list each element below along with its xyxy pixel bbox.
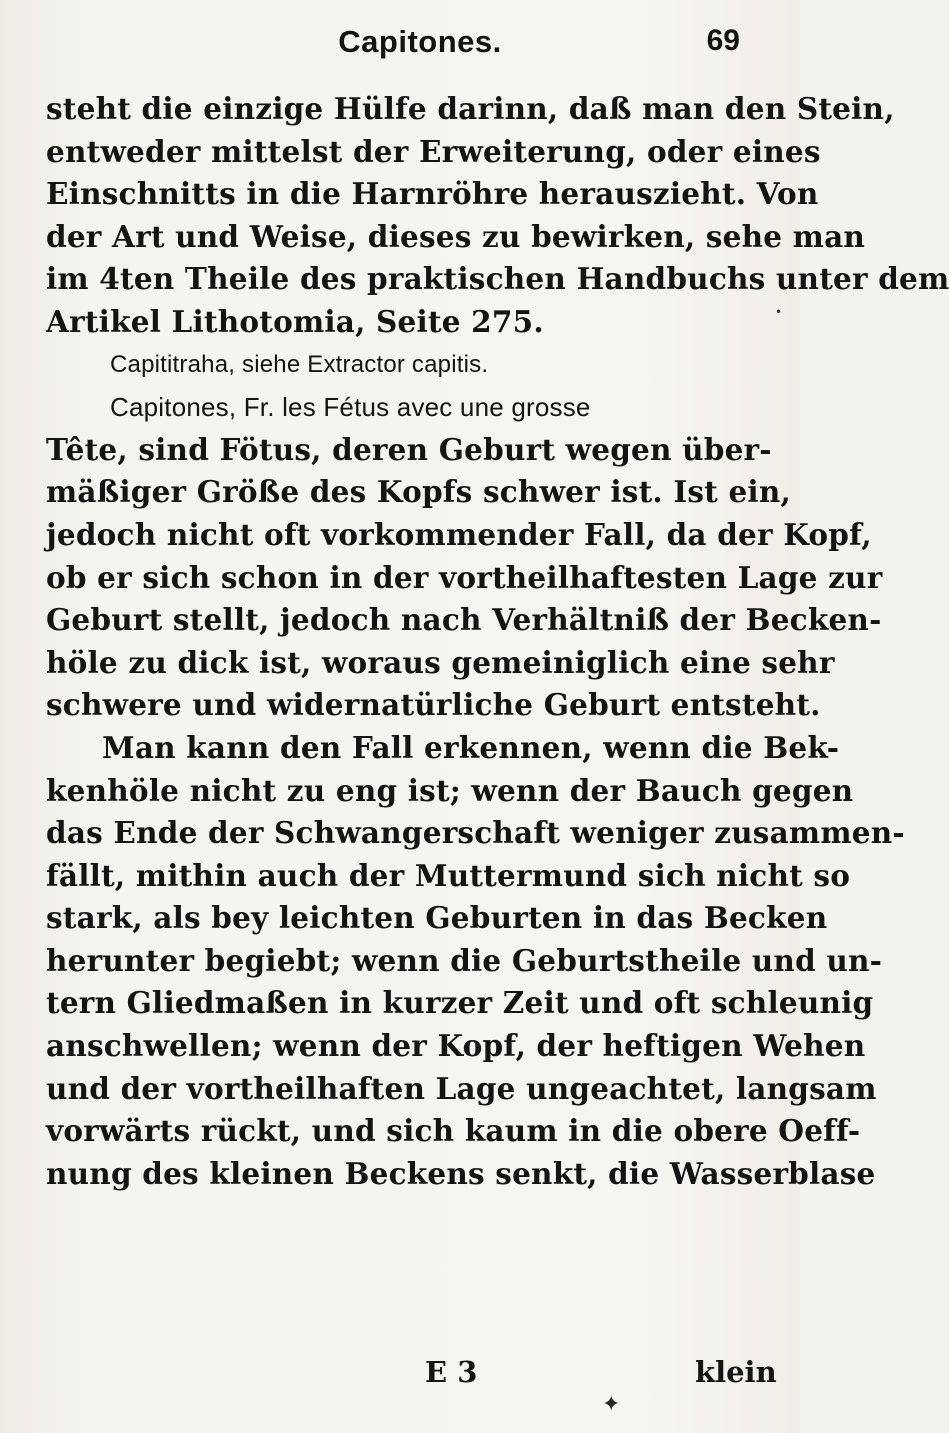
- text-line: das Ende der Schwangerschaft weniger zusammen-: [46, 815, 905, 851]
- paragraph-start: Man kann den Fall erkennen, wenn die Bek-: [102, 729, 840, 765]
- text-line: mäßiger Größe des Kopfs schwer ist. Ist ein,: [46, 474, 791, 510]
- text-line: der Art und Weise, dieses zu bewirken, sehe man: [46, 218, 866, 254]
- text-line: Geburt stellt, jedoch nach Verhältniß der Becken-: [46, 602, 882, 638]
- printers-ornament-icon: ✦: [602, 1392, 621, 1417]
- text-line: Artikel Lithotomia, Seite 275.: [46, 303, 544, 339]
- text-line: herunter begiebt; wenn die Geburtstheile und un-: [46, 942, 883, 978]
- page-number: 69: [706, 24, 740, 57]
- text-line: schwere und widernatürliche Geburt entsteht.: [46, 687, 821, 723]
- text-line: und der vortheilhaften Lage ungeachtet, langsam: [46, 1070, 877, 1106]
- text-line: entweder mittelst der Erweiterung, oder eines: [46, 133, 821, 169]
- text-line: tern Gliedmaßen in kurzer Zeit und oft schleunig: [46, 985, 874, 1021]
- text-line: Tête, sind Fötus, deren Geburt wegen über-: [46, 431, 772, 467]
- entry-capitones-heading: Capitones, Fr. les Fétus avec une grosse: [110, 392, 591, 423]
- running-head: [0, 14, 800, 64]
- text-line: ob er sich schon in der vortheilhaftesten Lage zur: [46, 559, 883, 595]
- text-line: stark, als bey leichten Geburten in das Becken: [46, 900, 828, 936]
- text-line: anschwellen; wenn der Kopf, der heftigen Wehen: [46, 1028, 866, 1064]
- text-line: fällt, mithin auch der Muttermund sich nicht so: [46, 857, 851, 893]
- text-line: kenhöle nicht zu eng ist; wenn der Bauch gegen: [46, 772, 854, 808]
- page-footer: [0, 1355, 800, 1405]
- text-line: im 4ten Theile des praktischen Handbuchs unter dem: [46, 261, 949, 297]
- running-title: Capitones.: [338, 24, 502, 59]
- text-line: Einschnitts in die Harnröhre herauszieht. Von: [46, 176, 819, 212]
- signature-mark: E 3: [425, 1355, 478, 1389]
- margin-mark-icon: •: [775, 305, 783, 319]
- text-line: vorwärts rückt, und sich kaum in die obere Oeff-: [46, 1113, 861, 1149]
- entry-capititraha: Capititraha, siehe Extractor capitis.: [110, 350, 489, 378]
- text-line: steht die einzige Hülfe darinn, daß man den Stein,: [46, 91, 895, 126]
- text-line: jedoch nicht oft vorkommender Fall, da der Kopf,: [46, 516, 872, 552]
- text-line: nung des kleinen Beckens senkt, die Wasserblase: [46, 1155, 876, 1191]
- page-body: [46, 88, 949, 1195]
- catchword: klein: [695, 1355, 777, 1389]
- text-line: höle zu dick ist, woraus gemeiniglich eine sehr: [46, 644, 835, 680]
